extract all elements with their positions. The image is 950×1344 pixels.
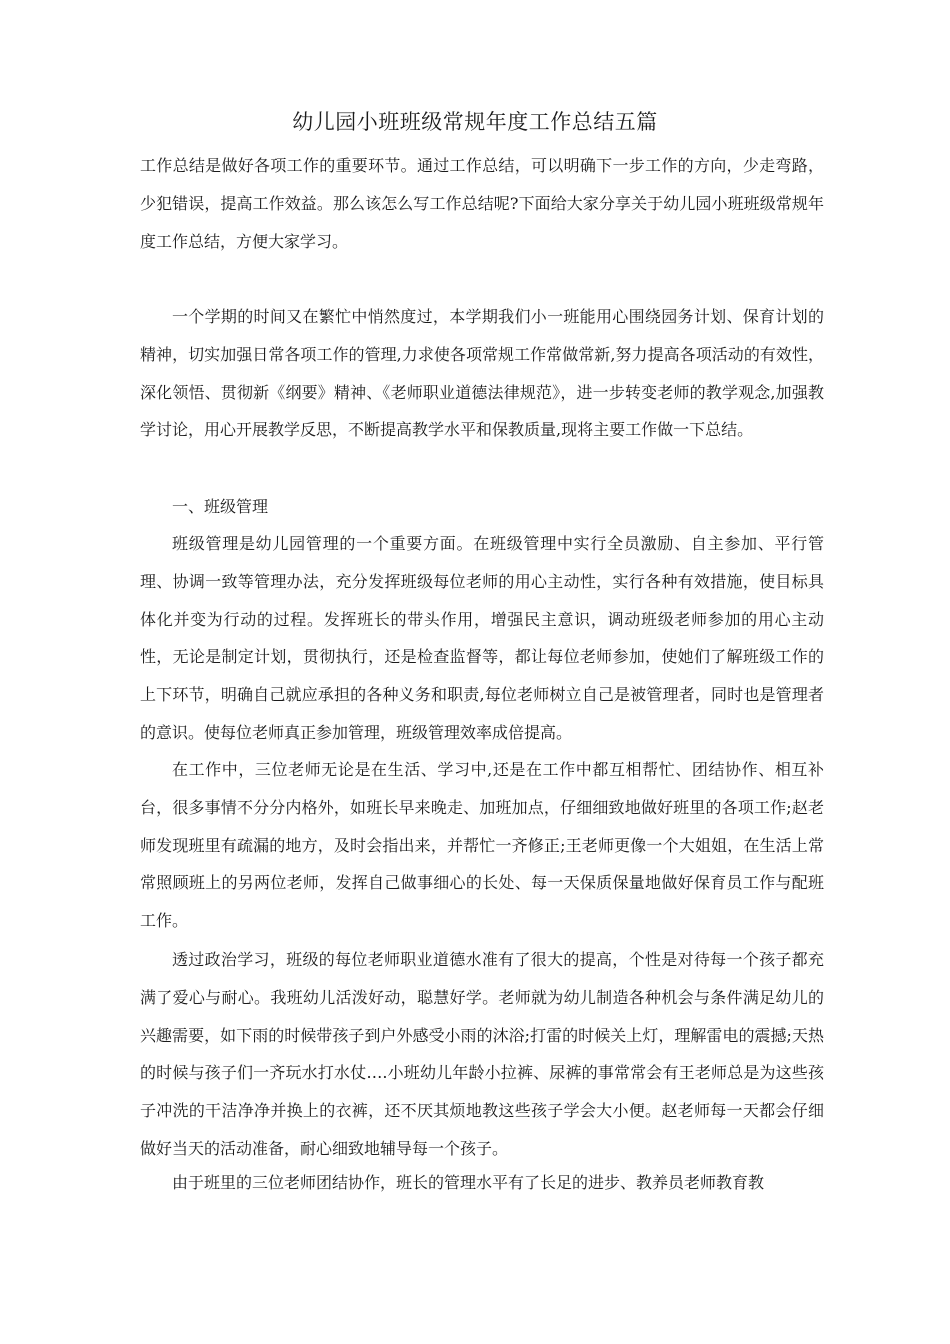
document-title: 幼儿园小班班级常规年度工作总结五篇 bbox=[292, 110, 658, 134]
intro-paragraph: 工作总结是做好各项工作的重要环节。通过工作总结，可以明确下一步工作的方向，少走弯路，少犯错误，提高工作效益。那么该怎么写工作总结呢?下面给大家分享关于幼儿园小班班级常规年度工作总结，方便大家学习。 bbox=[140, 156, 824, 251]
body-paragraph-3: 在工作中，三位老师无论是在生活、学习中,还是在工作中都互相帮忙、团结协作、相互补台，很多事情不分分内格外，如班长早来晚走、加班加点，仔细细致地做好班里的各项工作;赵老师发现班里有疏漏的地方，及时会指出来，并帮忙一齐修正;王老师更像一个大姐姐，在生活上常常照顾班上的另两位老师，发挥自己做事细心的长处、每一天保质保量地做好保育员工作与配班工作。 bbox=[140, 760, 824, 931]
section-heading-class-management: 一、班级管理 bbox=[172, 497, 269, 516]
body-paragraph-1: 一个学期的时间又在繁忙中悄然度过，本学期我们小一班能用心围绕园务计划、保育计划的精神，切实加强日常各项工作的管理,力求使各项常规工作常做常新,努力提高各项活动的有效性，深化领悟、贯彻新《纲要》精神、《老师职业道德法律规范》，进一步转变老师的教学观念,加强教学讨论，用心开展教学反思，不断提高教学水平和保教质量,现将主要工作做一下总结。 bbox=[140, 307, 824, 440]
body-paragraph-5: 由于班里的三位老师团结协作，班长的管理水平有了长足的进步、教养员老师教育教 bbox=[172, 1173, 765, 1192]
body-paragraph-2: 班级管理是幼儿园管理的一个重要方面。在班级管理中实行全员激励、自主参加、平行管理、协调一致等管理办法，充分发挥班级每位老师的用心主动性，实行各种有效措施，使目标具体化并变为行动的过程。发挥班长的带头作用，增强民主意识，调动班级老师参加的用心主动性，无论是制定计划，贯彻执行，还是检查监督等，都让每位老师参加，使她们了解班级工作的上下环节，明确自己就应承担的各种义务和职责,每位老师树立自己是被管理者，同时也是管理者的意识。使每位老师真正参加管理，班级管理效率成倍提高。 bbox=[140, 534, 824, 742]
body-paragraph-4: 透过政治学习，班级的每位老师职业道德水准有了很大的提高，个性是对待每一个孩子都充满了爱心与耐心。我班幼儿活泼好动，聪慧好学。老师就为幼儿制造各种机会与条件满足幼儿的兴趣需要，如下雨的时候带孩子到户外感受小雨的沐浴;打雷的时候关上灯，理解雷电的震撼;天热的时候与孩子们一齐玩水打水仗….小班幼儿年龄小拉裤、尿裤的事常常会有王老师总是为这些孩子冲洗的干洁净净并换上的衣裤，还不厌其烦地教这些孩子学会大小便。赵老师每一天都会仔细做好当天的活动准备，耐心细致地辅导每一个孩子。 bbox=[140, 950, 824, 1158]
